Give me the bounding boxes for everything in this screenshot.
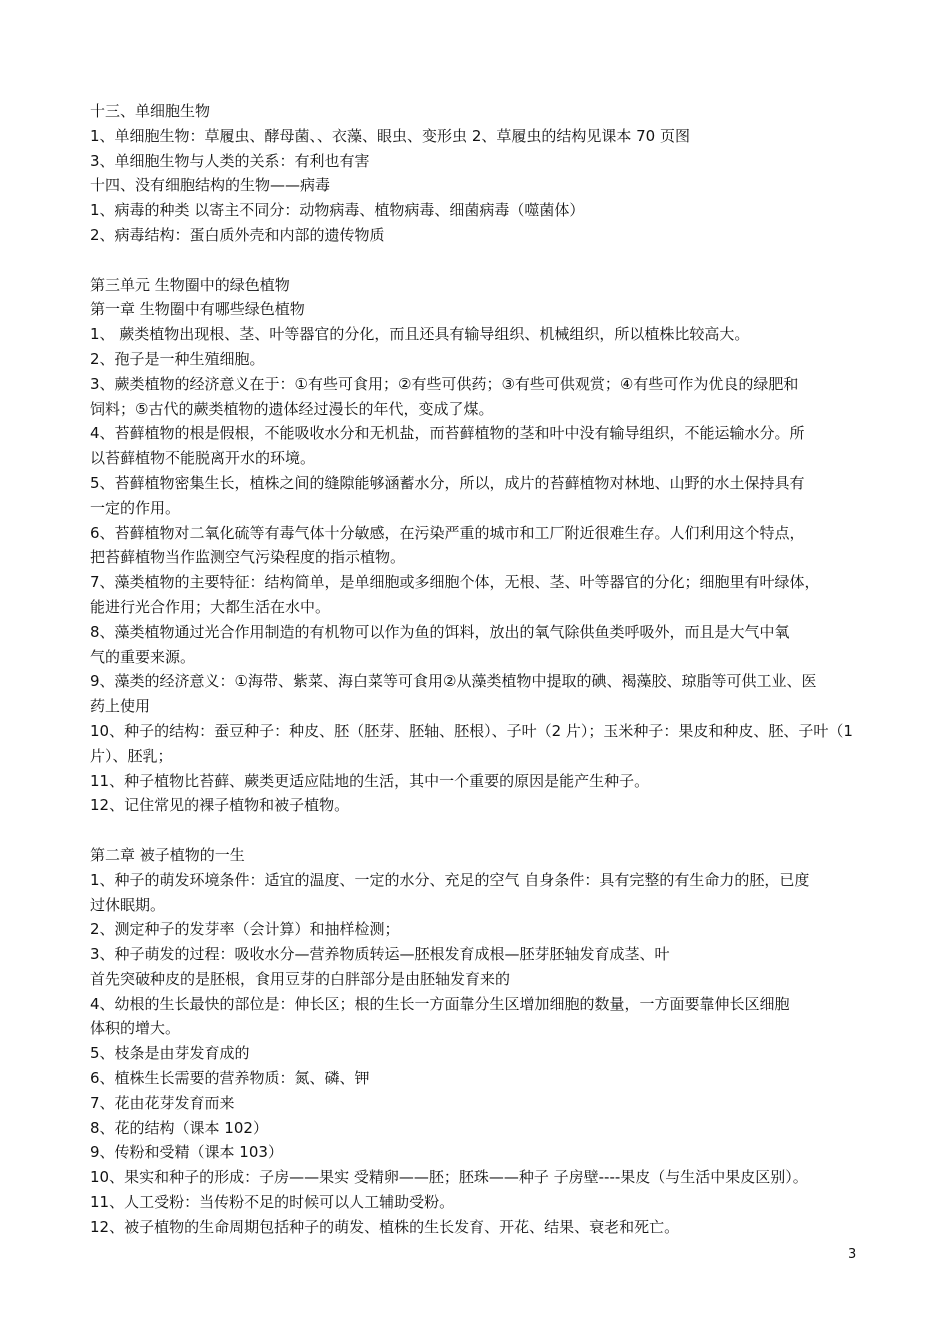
text-line: 饲料；⑤古代的蕨类植物的遗体经过漫长的年代，变成了煤。 — [90, 399, 494, 418]
text-line: 2、孢子是一种生殖细胞。 — [90, 349, 265, 368]
text-line: 5、苔藓植物密集生长，植株之间的缝隙能够涵蓄水分，所以，成片的苔藓植物对林地、山野的水土保持具有 — [90, 473, 805, 492]
text-line: 11、种子植物比苔藓、蕨类更适应陆地的生活，其中一个重要的原因是能产生种子。 — [90, 771, 650, 790]
text-line: 3、蕨类植物的经济意义在于：①有些可食用；②有些可供药；③有些可供观赏；④有些可作为优良的绿肥和 — [90, 374, 799, 393]
text-line: 体积的增大。 — [90, 1019, 181, 1038]
page-number: 3 — [848, 1247, 857, 1262]
text-line: 过休眠期。 — [90, 895, 166, 914]
heading-single-cell: 十三、单细胞生物 — [90, 102, 211, 120]
chapter-title: 第二章 被子植物的一生 — [90, 845, 245, 864]
text-line: 一定的作用。 — [90, 498, 181, 517]
text-line: 3、单细胞生物与人类的关系：有利也有害 — [90, 151, 370, 170]
text-line: 10、果实和种子的形成：子房——果实 受精卵——胚；胚珠——种子 子房壁----果皮（与生活中果皮区别）。 — [90, 1168, 808, 1187]
text-line: 2、病毒结构：蛋白质外壳和内部的遗传物质 — [90, 225, 385, 244]
text-line: 2、测定种子的发芽率（会计算）和抽样检测； — [90, 920, 400, 939]
page-content — [90, 99, 870, 1240]
text-line: 1、单细胞生物：草履虫、酵母菌、、衣藻、眼虫、变形虫 2、草履虫的结构见课本 70 页图 — [90, 126, 690, 145]
text-line: 6、苔藓植物对二氧化硫等有毒气体十分敏感，在污染严重的城市和工厂附近很难生存。人们利用这个特点， — [90, 523, 805, 542]
blank-line — [90, 248, 870, 273]
text-line: 12、被子植物的生命周期包括种子的萌发、植株的生长发育、开花、结果、衰老和死亡。 — [90, 1217, 680, 1236]
unit-title: 第三单元 生物圈中的绿色植物 — [90, 275, 290, 294]
text-line: 6、植株生长需要的营养物质：氮、磷、钾 — [90, 1069, 370, 1088]
section-single-cell-and-virus — [90, 99, 870, 248]
text-line: 5、枝条是由芽发育成的 — [90, 1044, 250, 1063]
text-line: 9、藻类的经济意义：①海带、紫菜、海白菜等可食用②从藻类植物中提取的碘、褐藻胶、琼脂等可供工业、医 — [90, 672, 817, 691]
text-line: 4、苔藓植物的根是假根，不能吸收水分和无机盐，而苔藓植物的茎和叶中没有输导组织，不能运输水分。所 — [90, 424, 805, 443]
text-line: 3、种子萌发的过程：吸收水分—营养物质转运—胚根发育成根—胚芽胚轴发育成茎、叶 — [90, 945, 670, 964]
text-line: 7、花由花芽发育而来 — [90, 1093, 235, 1112]
section-chapter2 — [90, 843, 870, 1240]
text-line: 8、花的结构（课本 102） — [90, 1118, 268, 1137]
text-line: 10、种子的结构：蚕豆种子：种皮、胚（胚芽、胚轴、胚根）、子叶（2 片）；玉米种子：果皮和种皮、胚、子叶（1 — [90, 721, 853, 740]
text-line: 1、 蕨类植物出现根、茎、叶等器官的分化，而且还具有输导组织、机械组织，所以植株比较高大。 — [90, 325, 750, 344]
text-line: 以苔藓植物不能脱离开水的环境。 — [90, 449, 316, 468]
section-unit3-chapter1 — [90, 273, 870, 819]
text-line: 11、人工受粉：当传粉不足的时候可以人工辅助受粉。 — [90, 1193, 455, 1212]
text-line: 药上使用 — [90, 697, 151, 716]
text-line: 气的重要来源。 — [90, 647, 196, 666]
text-line: 把苔藓植物当作监测空气污染程度的指示植物。 — [90, 548, 406, 567]
heading-virus: 十四、没有细胞结构的生物——病毒 — [90, 176, 331, 195]
text-line: 1、病毒的种类 以寄主不同分：动物病毒、植物病毒、细菌病毒（噬菌体） — [90, 201, 585, 220]
text-line: 8、藻类植物通过光合作用制造的有机物可以作为鱼的饵料，放出的氧气除供鱼类呼吸外，而且是大气中氧 — [90, 622, 790, 641]
blank-line — [90, 818, 870, 843]
text-line: 12、记住常见的裸子植物和被子植物。 — [90, 796, 350, 815]
text-line: 4、幼根的生长最快的部位是：伸长区；根的生长一方面靠分生区增加细胞的数量，一方面要靠伸长区细胞 — [90, 994, 790, 1013]
text-line: 能进行光合作用；大都生活在水中。 — [90, 597, 331, 616]
text-line: 1、种子的萌发环境条件：适宜的温度、一定的水分、充足的空气 自身条件：具有完整的有生命力的胚，已度 — [90, 870, 810, 889]
text-line: 7、藻类植物的主要特征：结构简单，是单细胞或多细胞个体，无根、茎、叶等器官的分化；细胞里有叶绿体， — [90, 573, 820, 592]
text-line: 首先突破种皮的是胚根，食用豆芽的白胖部分是由胚轴发育来的 — [90, 969, 511, 988]
text-line: 9、传粉和受精（课本 103） — [90, 1143, 283, 1162]
chapter-title: 第一章 生物圈中有哪些绿色植物 — [90, 300, 305, 319]
text-line: 片）、胚乳； — [90, 746, 173, 765]
